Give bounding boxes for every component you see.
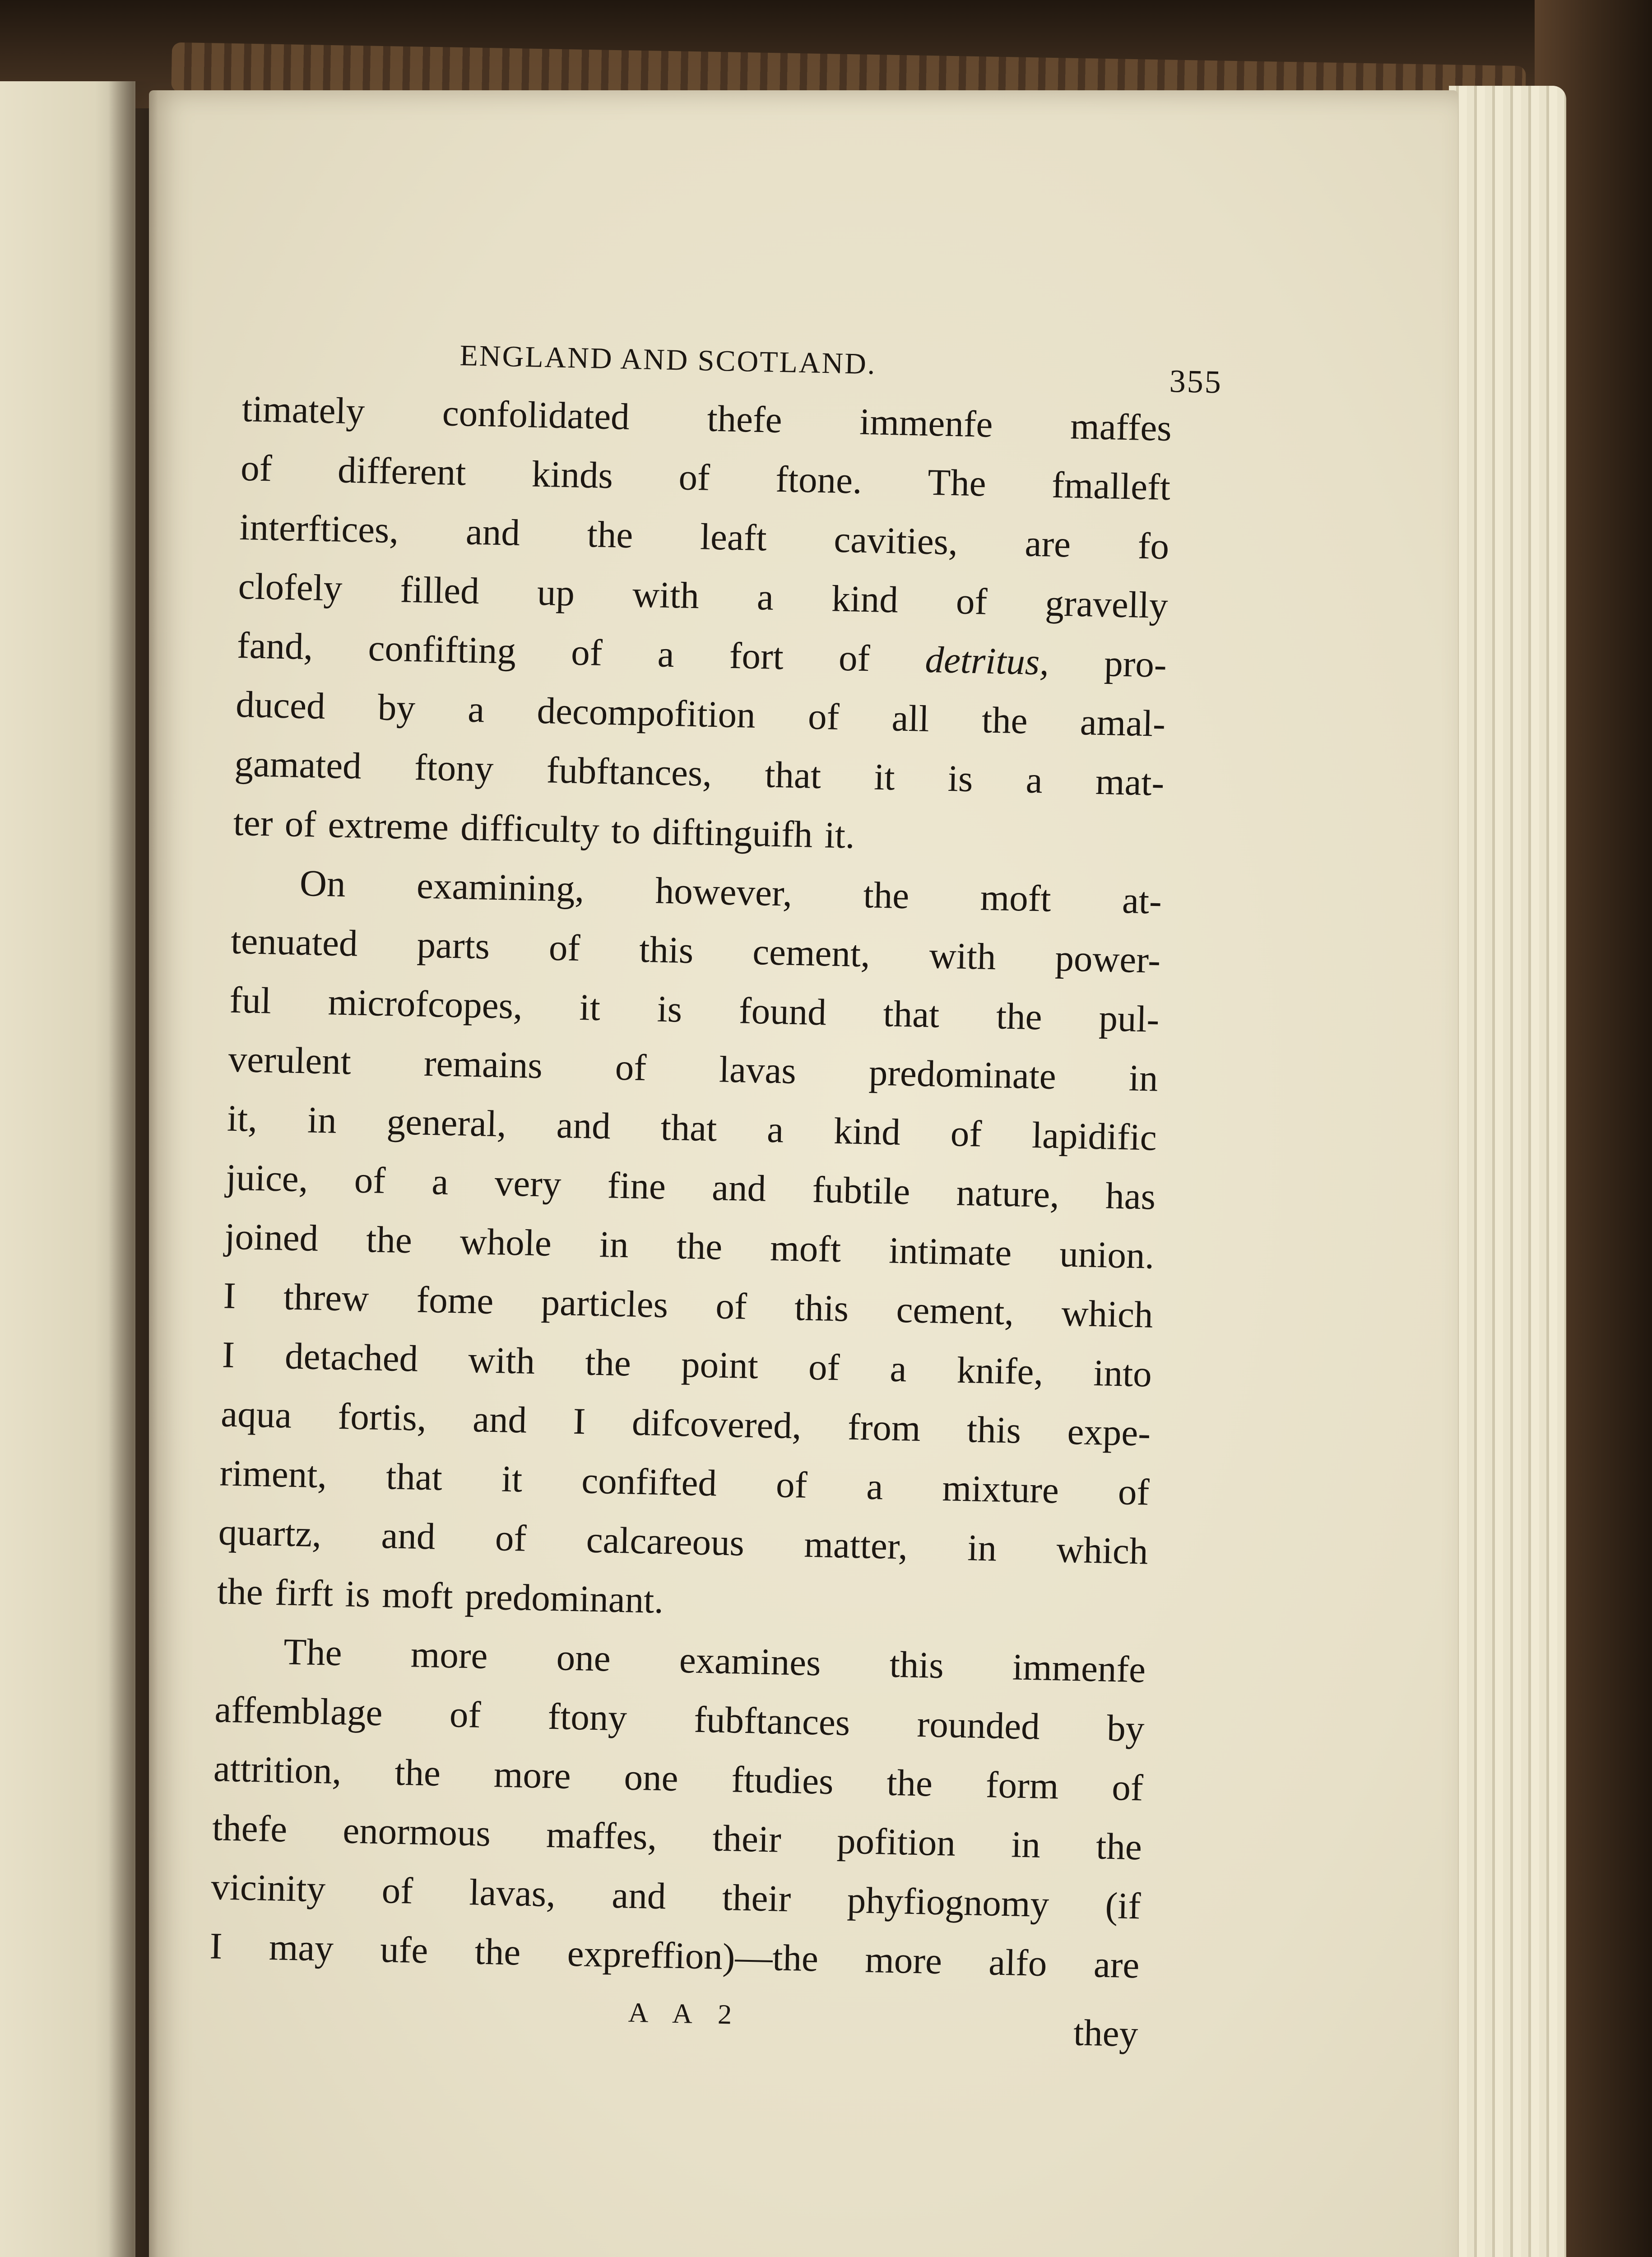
word: fortis, bbox=[337, 1395, 427, 1439]
word: firft bbox=[274, 1571, 334, 1614]
word: more bbox=[493, 1753, 571, 1797]
word: all bbox=[891, 697, 930, 739]
word: of bbox=[950, 1112, 983, 1155]
word: of bbox=[956, 580, 988, 622]
word: a bbox=[756, 576, 774, 618]
word: phyfiognomy bbox=[846, 1879, 1050, 1925]
word: intimate bbox=[888, 1229, 1012, 1274]
word: pul- bbox=[1098, 997, 1160, 1040]
word: calcareous bbox=[585, 1519, 745, 1564]
word: of bbox=[1118, 1471, 1150, 1513]
word: moft bbox=[770, 1226, 842, 1270]
word: leaft bbox=[700, 515, 767, 559]
word: examining, bbox=[416, 864, 585, 910]
word: the bbox=[676, 1225, 723, 1268]
word: fubftances bbox=[693, 1698, 851, 1743]
word: it. bbox=[824, 814, 855, 856]
word: this bbox=[794, 1286, 849, 1329]
word: of bbox=[614, 1046, 647, 1089]
word: matter, bbox=[803, 1523, 908, 1567]
word: clofely bbox=[237, 565, 343, 609]
word: interftices, bbox=[239, 506, 399, 551]
word: up bbox=[537, 571, 575, 614]
word: maffes, bbox=[546, 1813, 658, 1858]
word: fubtile bbox=[812, 1168, 911, 1212]
word: one bbox=[623, 1756, 679, 1799]
word: ftone. bbox=[775, 458, 863, 502]
word: timately bbox=[241, 387, 366, 432]
word: this bbox=[966, 1408, 1021, 1451]
word: expreffion)—the bbox=[566, 1932, 819, 1979]
word: ful bbox=[229, 979, 272, 1022]
word: cavities, bbox=[833, 518, 958, 563]
word: vicinity bbox=[210, 1866, 326, 1910]
running-title: ENGLAND AND SCOTLAND. bbox=[459, 339, 877, 381]
word: are bbox=[1024, 522, 1071, 565]
word: from bbox=[847, 1406, 921, 1449]
word: to bbox=[611, 809, 641, 852]
word: and bbox=[611, 1874, 667, 1917]
word: expe- bbox=[1067, 1410, 1151, 1454]
word: pofition bbox=[836, 1820, 956, 1864]
word: it, bbox=[227, 1097, 258, 1140]
body-text bbox=[209, 379, 1172, 1995]
word: has bbox=[1105, 1175, 1156, 1217]
word: kind bbox=[831, 577, 899, 621]
word: the bbox=[586, 513, 634, 556]
word: cement, bbox=[896, 1288, 1015, 1333]
word: gravelly bbox=[1044, 582, 1169, 627]
word: form bbox=[985, 1764, 1059, 1807]
word: which bbox=[1056, 1528, 1149, 1572]
word: the bbox=[474, 1930, 521, 1973]
word: ftony bbox=[414, 746, 494, 789]
word: ftony bbox=[547, 1695, 627, 1739]
word: fmalleft bbox=[1051, 464, 1171, 508]
word: this bbox=[889, 1643, 944, 1686]
word: it bbox=[501, 1458, 523, 1500]
word: in bbox=[1128, 1057, 1159, 1099]
catchword: they bbox=[1073, 2011, 1139, 2055]
printer-signature: A A 2 bbox=[628, 1997, 742, 2030]
word: into bbox=[1093, 1351, 1152, 1395]
word: with bbox=[632, 573, 700, 617]
word: thefe bbox=[212, 1807, 288, 1850]
word: which bbox=[1061, 1292, 1154, 1336]
page-number: 355 bbox=[1169, 362, 1223, 400]
word: more bbox=[864, 1938, 942, 1982]
word: mat- bbox=[1095, 760, 1165, 803]
word: more bbox=[410, 1633, 488, 1676]
word: fome bbox=[416, 1278, 494, 1322]
word: lapidific bbox=[1031, 1114, 1157, 1158]
word: point bbox=[681, 1343, 759, 1387]
word: may bbox=[269, 1926, 334, 1969]
word: the bbox=[996, 995, 1043, 1038]
word: knife, bbox=[956, 1349, 1044, 1393]
word: fine bbox=[607, 1164, 666, 1207]
word: fubftances, bbox=[546, 749, 713, 794]
word: riment, bbox=[219, 1452, 328, 1496]
word: the bbox=[217, 1570, 264, 1613]
word: of bbox=[838, 636, 871, 679]
word: the bbox=[1095, 1825, 1142, 1868]
word: lavas bbox=[719, 1048, 797, 1091]
word: one bbox=[556, 1636, 611, 1679]
word: joined bbox=[224, 1215, 319, 1259]
word: On bbox=[299, 862, 346, 905]
word: and bbox=[465, 511, 520, 553]
word: The bbox=[283, 1630, 343, 1674]
word: tenuated bbox=[230, 920, 358, 964]
page-text-block bbox=[208, 325, 1223, 2066]
word: kinds bbox=[531, 453, 613, 497]
word: in bbox=[599, 1223, 629, 1266]
word: predominant. bbox=[464, 1575, 664, 1621]
word: detritus, bbox=[924, 638, 1049, 683]
word: confifting bbox=[367, 627, 516, 672]
word: affemblage bbox=[214, 1688, 383, 1734]
word: confolidated bbox=[442, 392, 630, 437]
word: the bbox=[394, 1751, 441, 1794]
word: decompofition bbox=[536, 689, 756, 736]
word: the bbox=[886, 1761, 933, 1804]
word: thefe bbox=[706, 397, 783, 441]
word: it bbox=[579, 986, 601, 1028]
word: a bbox=[766, 1108, 784, 1151]
word: I bbox=[209, 1925, 223, 1967]
word: attrition, bbox=[213, 1747, 342, 1792]
word: confifted bbox=[581, 1459, 717, 1504]
word: mixture bbox=[942, 1467, 1059, 1511]
word: of bbox=[678, 456, 710, 498]
word: with bbox=[468, 1338, 536, 1382]
word: union. bbox=[1059, 1233, 1155, 1277]
word: enormous bbox=[342, 1809, 491, 1854]
word: the bbox=[585, 1341, 631, 1384]
word: this bbox=[639, 928, 694, 971]
word: and bbox=[472, 1398, 528, 1441]
word: detached bbox=[284, 1335, 419, 1379]
word: gamated bbox=[234, 742, 362, 787]
word: are bbox=[1093, 1943, 1140, 1986]
word: (if bbox=[1104, 1884, 1142, 1927]
word: general, bbox=[386, 1101, 507, 1145]
word: of bbox=[775, 1463, 808, 1506]
word: their bbox=[712, 1817, 782, 1860]
word: very bbox=[494, 1162, 562, 1205]
word: nature, bbox=[956, 1171, 1060, 1216]
word: of bbox=[495, 1517, 527, 1559]
word: and bbox=[381, 1514, 436, 1557]
word: different bbox=[337, 449, 467, 493]
word: of bbox=[807, 695, 840, 738]
word: it bbox=[873, 756, 896, 798]
word: alfo bbox=[988, 1941, 1048, 1984]
word: of bbox=[1111, 1766, 1144, 1809]
word: their bbox=[722, 1876, 792, 1920]
word: in bbox=[1011, 1823, 1041, 1866]
word: and bbox=[556, 1104, 611, 1147]
word: a bbox=[467, 688, 485, 730]
word: the bbox=[863, 874, 910, 917]
word: kind bbox=[833, 1110, 901, 1153]
page-stack-edges bbox=[1449, 86, 1566, 2257]
word: aqua bbox=[220, 1393, 292, 1436]
word: of bbox=[381, 1869, 413, 1912]
word: fand, bbox=[237, 624, 314, 668]
word: a bbox=[657, 633, 675, 675]
word: the bbox=[981, 699, 1028, 742]
word: ufe bbox=[380, 1928, 429, 1971]
word: filled bbox=[399, 568, 480, 612]
word: immenfe bbox=[859, 400, 993, 445]
word: the bbox=[366, 1218, 413, 1261]
word: of bbox=[284, 803, 317, 845]
word: a bbox=[889, 1347, 907, 1390]
word: pro- bbox=[1104, 642, 1167, 685]
word: of bbox=[240, 446, 273, 489]
word: of bbox=[808, 1346, 840, 1389]
word: difficulty bbox=[460, 806, 600, 851]
word: maffes bbox=[1070, 405, 1172, 449]
word: is bbox=[344, 1573, 371, 1615]
word: particles bbox=[540, 1281, 668, 1326]
word: predominate bbox=[868, 1051, 1057, 1097]
word: duced bbox=[235, 683, 326, 727]
word: threw bbox=[283, 1276, 370, 1319]
word: found bbox=[738, 989, 827, 1033]
word: with bbox=[928, 934, 997, 978]
word: of bbox=[548, 926, 581, 969]
word: that bbox=[660, 1106, 718, 1149]
word: I bbox=[223, 1274, 237, 1317]
word: immenfe bbox=[1012, 1646, 1146, 1690]
word: rounded bbox=[916, 1703, 1040, 1747]
word: however, bbox=[654, 869, 793, 914]
word: is bbox=[947, 757, 974, 800]
word: ter bbox=[232, 801, 274, 844]
word: at- bbox=[1122, 879, 1162, 922]
word: a bbox=[866, 1465, 884, 1508]
word: verulent bbox=[227, 1038, 352, 1082]
word: quartz, bbox=[218, 1511, 322, 1555]
word: and bbox=[711, 1166, 767, 1209]
word: whole bbox=[459, 1220, 552, 1264]
word: lavas, bbox=[469, 1871, 556, 1915]
word: fort bbox=[729, 634, 784, 678]
word: of bbox=[715, 1285, 747, 1327]
word: a bbox=[1025, 759, 1043, 801]
word: of bbox=[449, 1693, 482, 1736]
word: fo bbox=[1137, 525, 1170, 567]
gutter-shadow bbox=[108, 81, 158, 2257]
word: that bbox=[385, 1455, 443, 1498]
word: that bbox=[764, 753, 821, 796]
word: amal- bbox=[1080, 701, 1166, 744]
word: I bbox=[572, 1400, 586, 1442]
word: juice, bbox=[225, 1156, 309, 1200]
word: diftinguifh bbox=[652, 810, 813, 855]
word: examines bbox=[679, 1639, 821, 1684]
word: difcovered, bbox=[631, 1401, 802, 1447]
word: The bbox=[927, 461, 987, 504]
word: microfcopes, bbox=[327, 981, 523, 1027]
word: extreme bbox=[327, 803, 449, 848]
word: moft bbox=[381, 1574, 454, 1617]
word: I bbox=[222, 1333, 235, 1376]
word: ftudies bbox=[731, 1758, 834, 1802]
word: remains bbox=[423, 1042, 543, 1087]
word: in bbox=[967, 1527, 998, 1569]
word: parts bbox=[416, 924, 490, 967]
word: by bbox=[377, 686, 416, 729]
word: power- bbox=[1054, 937, 1161, 981]
word: moft bbox=[979, 876, 1052, 920]
word: a bbox=[431, 1161, 449, 1203]
word: is bbox=[656, 988, 683, 1030]
word: by bbox=[1106, 1707, 1145, 1750]
word: cement, bbox=[752, 930, 871, 975]
word: of bbox=[571, 631, 603, 673]
word: of bbox=[354, 1159, 386, 1201]
word: in bbox=[307, 1099, 337, 1141]
word: that bbox=[882, 993, 940, 1036]
